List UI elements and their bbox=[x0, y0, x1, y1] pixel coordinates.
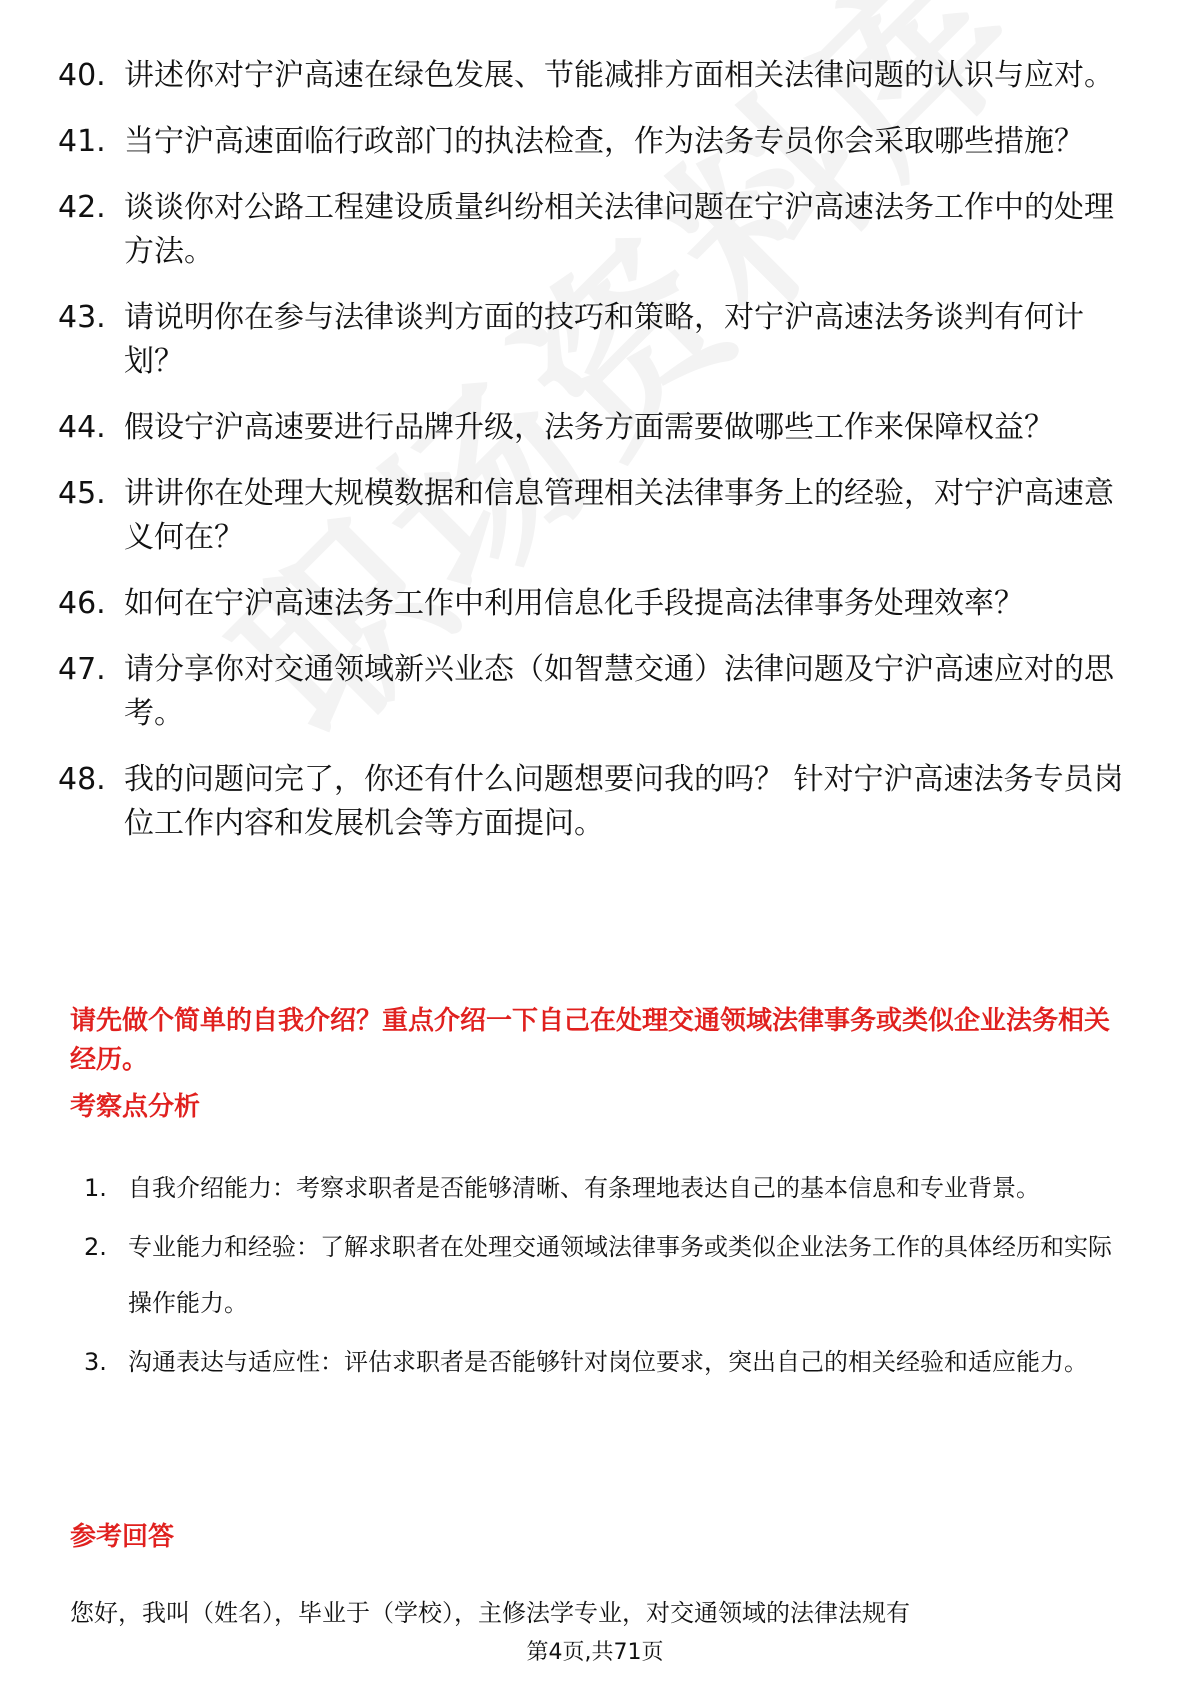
reference-answer: 您好，我叫（姓名），毕业于（学校），主修法学专业，对交通领域的法律法规有 bbox=[70, 1599, 910, 1627]
analysis-number: 1. bbox=[84, 1174, 107, 1202]
analysis-item bbox=[84, 1219, 1134, 1331]
question-number: 44. bbox=[58, 410, 106, 445]
question-number: 46. bbox=[58, 586, 106, 621]
page-footer: 第4页,共71页 bbox=[526, 1640, 664, 1665]
question-item bbox=[58, 582, 1138, 626]
analysis-number: 2. bbox=[84, 1233, 107, 1261]
question-item bbox=[58, 758, 1138, 846]
analysis-item bbox=[84, 1160, 1134, 1216]
analysis-text: 沟通表达与适应性：评估求职者是否能够针对岗位要求，突出自己的相关经验和适应能力。 bbox=[128, 1348, 1088, 1376]
question-text: 当宁沪高速面临行政部门的执法检查，作为法务专员你会采取哪些措施？ bbox=[124, 124, 1084, 159]
question-item bbox=[58, 186, 1138, 274]
featured-question: 请先做个简单的自我介绍？重点介绍一下自己在处理交通领域法律事务或类似企业法务相关经历。 bbox=[70, 1006, 1111, 1075]
analysis-text: 自我介绍能力：考察求职者是否能够清晰、有条理地表达自己的基本信息和专业背景。 bbox=[128, 1174, 1040, 1202]
reference-heading: 参考回答 bbox=[70, 1522, 175, 1552]
analysis-item bbox=[84, 1334, 1134, 1390]
question-number: 40. bbox=[58, 58, 106, 93]
question-number: 48. bbox=[58, 762, 106, 797]
question-number: 42. bbox=[58, 190, 106, 225]
question-item bbox=[58, 120, 1138, 164]
analysis-number: 3. bbox=[84, 1348, 107, 1376]
question-number: 47. bbox=[58, 652, 106, 687]
question-item bbox=[58, 648, 1138, 736]
question-item bbox=[58, 296, 1138, 384]
question-text: 如何在宁沪高速法务工作中利用信息化手段提高法律事务处理效率？ bbox=[124, 586, 1024, 621]
question-text: 讲讲你在处理大规模数据和信息管理相关法律事务上的经验，对宁沪高速意义何在？ bbox=[124, 476, 1114, 555]
question-item bbox=[58, 472, 1138, 560]
question-number: 41. bbox=[58, 124, 106, 159]
question-text: 请说明你在参与法律谈判方面的技巧和策略，对宁沪高速法务谈判有何计划？ bbox=[124, 300, 1084, 379]
question-text: 谈谈你对公路工程建设质量纠纷相关法律问题在宁沪高速法务工作中的处理方法。 bbox=[124, 190, 1114, 269]
question-text: 我的问题问完了，你还有什么问题想要问我的吗？ 针对宁沪高速法务专员岗位工作内容和发展机会等方面提问。 bbox=[124, 762, 1124, 841]
question-item bbox=[58, 54, 1138, 98]
question-text: 讲述你对宁沪高速在绿色发展、节能减排方面相关法律问题的认识与应对。 bbox=[124, 58, 1114, 93]
analysis-text: 专业能力和经验：了解求职者在处理交通领域法律事务或类似企业法务工作的具体经历和实际操作能力。 bbox=[128, 1233, 1112, 1317]
question-text: 假设宁沪高速要进行品牌升级，法务方面需要做哪些工作来保障权益？ bbox=[124, 410, 1054, 445]
question-number: 43. bbox=[58, 300, 106, 335]
question-list bbox=[58, 54, 1138, 868]
question-text: 请分享你对交通领域新兴业态（如智慧交通）法律问题及宁沪高速应对的思考。 bbox=[124, 652, 1114, 731]
question-number: 45. bbox=[58, 476, 106, 511]
analysis-heading: 考察点分析 bbox=[70, 1092, 201, 1122]
question-item bbox=[58, 406, 1138, 450]
analysis-list bbox=[84, 1160, 1134, 1393]
